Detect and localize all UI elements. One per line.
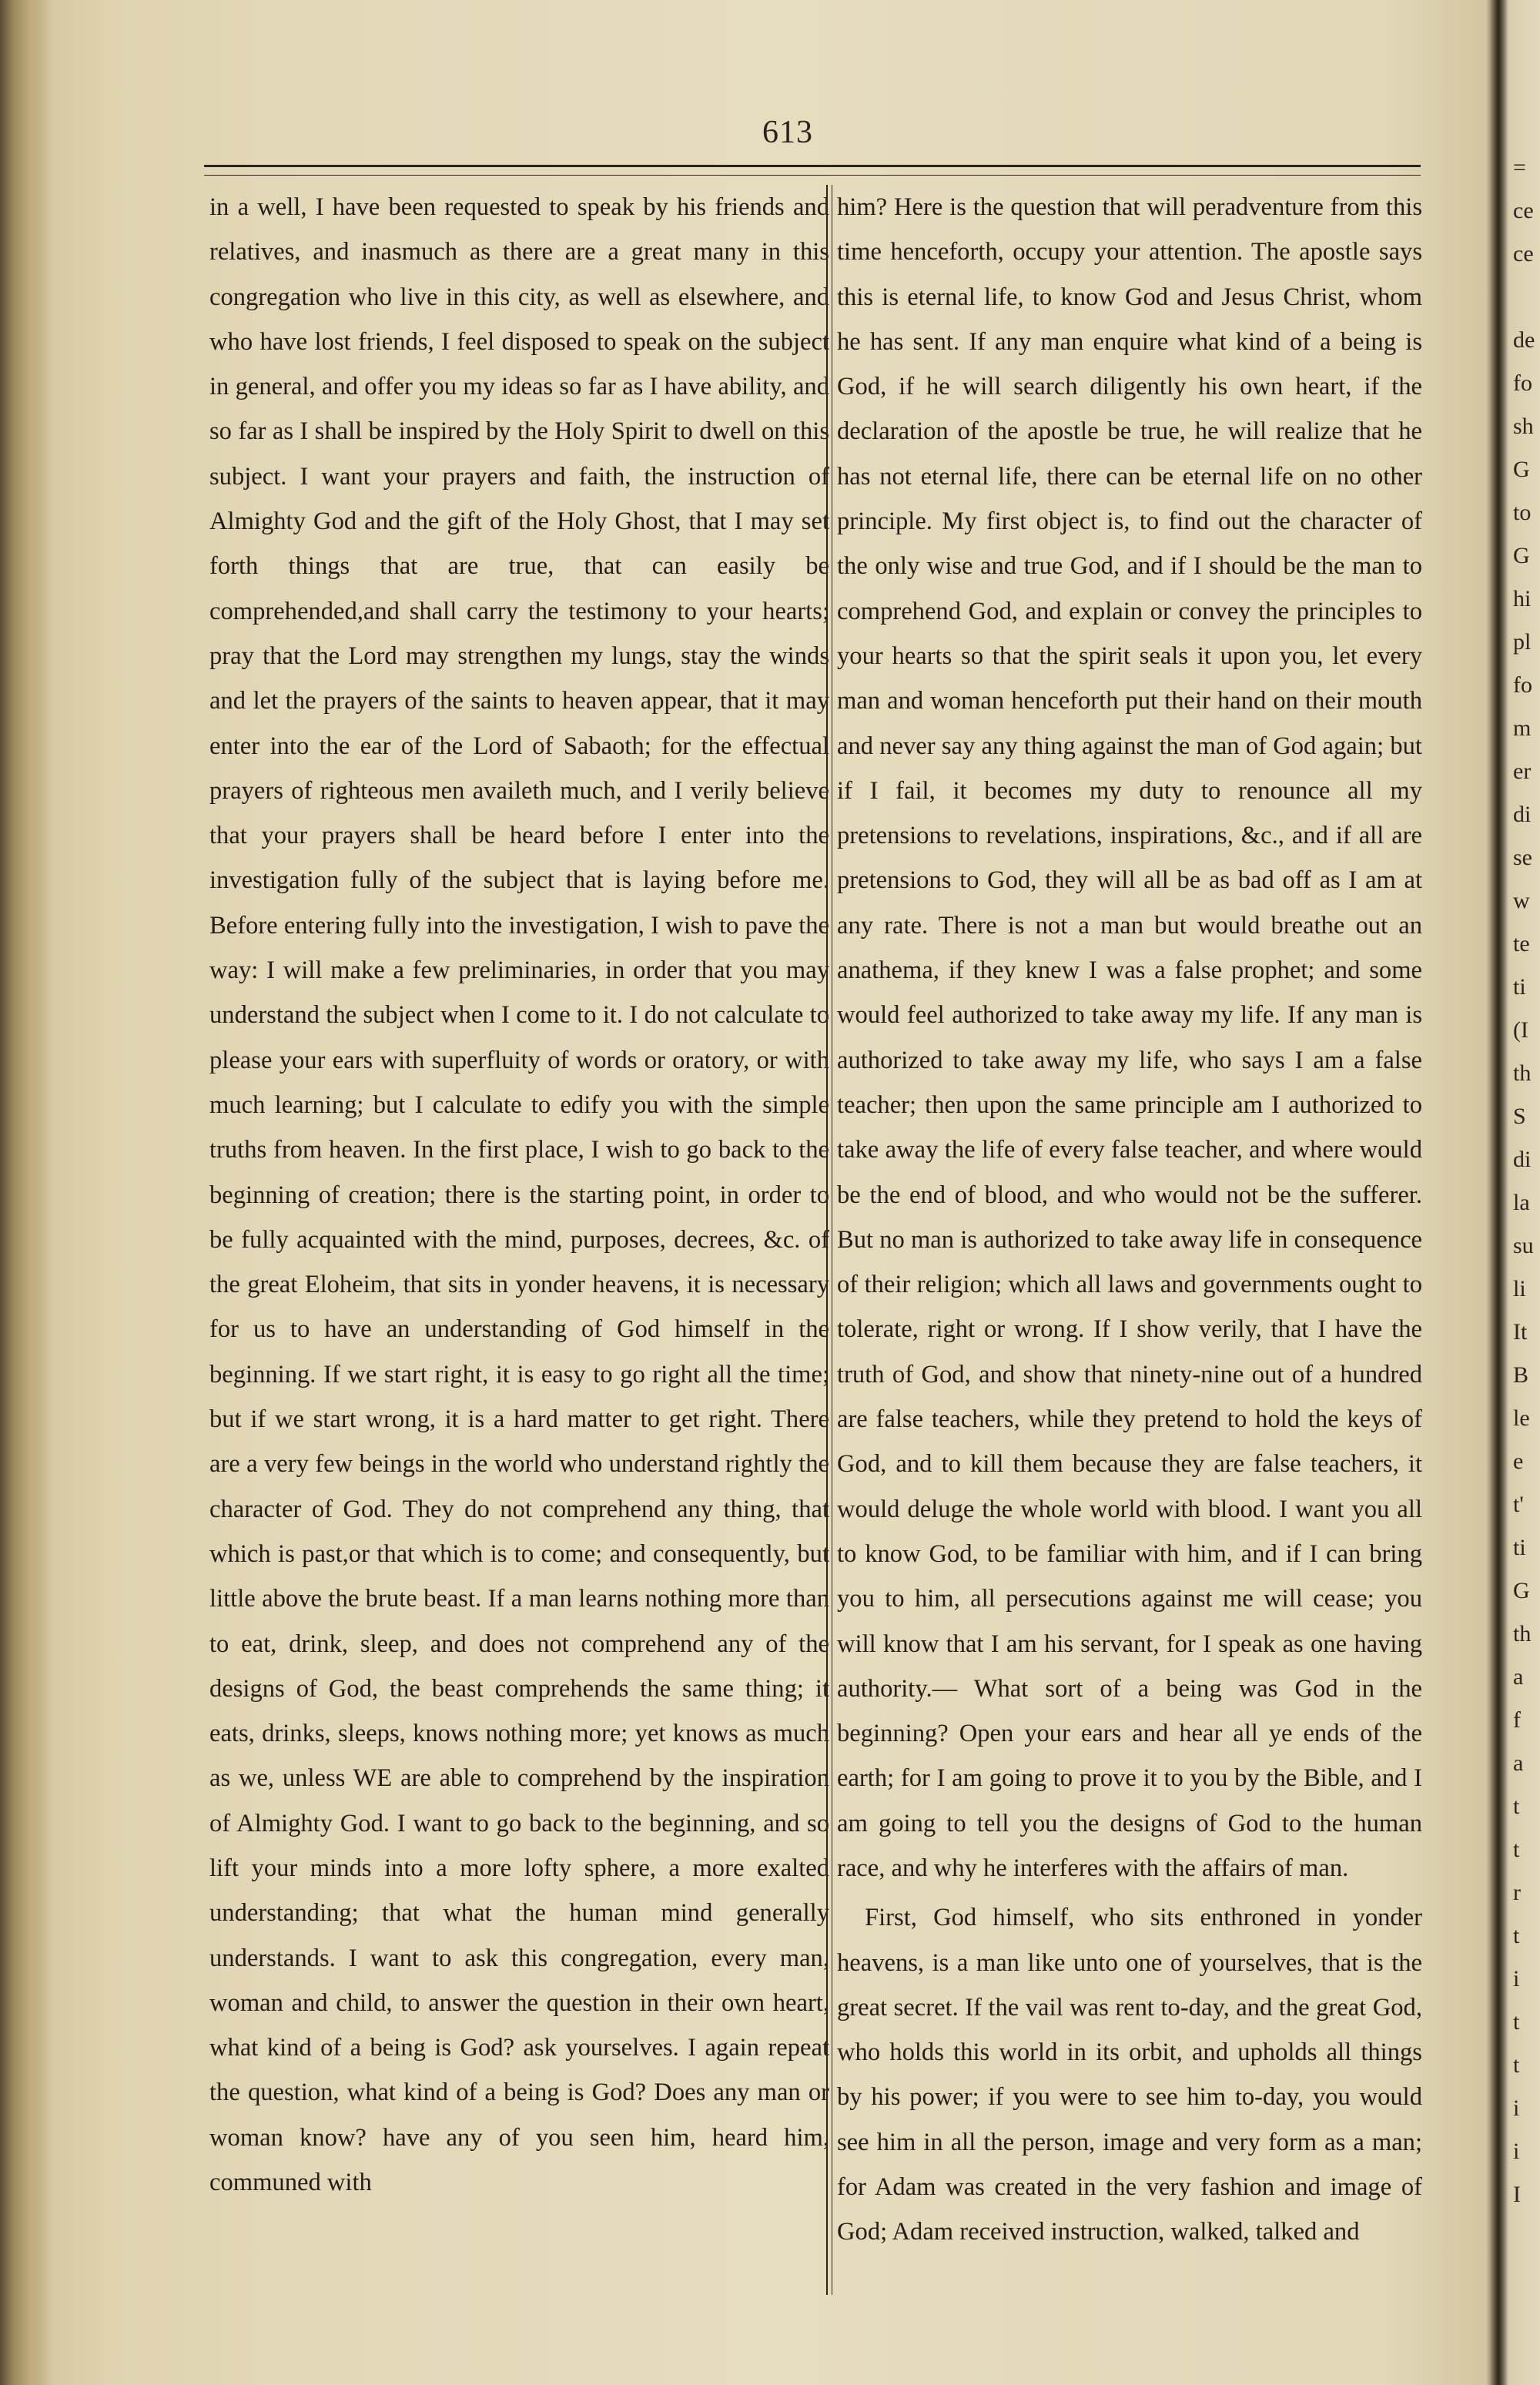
- right-column-paragraph: First, God himself, who sits enthroned in yonder heavens, is a man like unto one of yourselves, that is the great secret. If the vail was rent to-day, and the great God, who holds this world in its orbit, and upholds all things by his power; if you were to see him to-day, you would see him in all the person, image and very form as a man; for Adam was created in the very fashion and image of God; Adam received instruction, walked, talked and: [837, 1904, 1422, 2246]
- next-page-fragment: B: [1513, 1362, 1529, 1388]
- next-page-fragment: ce: [1513, 241, 1534, 266]
- next-page-fragment: fo: [1513, 370, 1532, 396]
- next-page-fragment: t: [1513, 2009, 1520, 2035]
- left-column: [209, 185, 829, 2291]
- next-page-edge: [1513, 146, 1540, 2303]
- next-page-fragment: i: [1513, 2095, 1520, 2121]
- next-page-fragment: pl: [1513, 629, 1532, 655]
- next-page-fragment: ti: [1513, 974, 1526, 1000]
- column-divider: [826, 185, 832, 2295]
- next-page-fragment: f: [1513, 1707, 1521, 1733]
- book-spine-shadow: [0, 0, 48, 2385]
- next-page-fragment: te: [1513, 931, 1530, 956]
- next-page-fragment: [1513, 276, 1540, 319]
- next-page-fragment: fo: [1513, 672, 1532, 698]
- next-page-fragment: di: [1513, 802, 1532, 827]
- page-number: 613: [762, 115, 813, 150]
- next-page-fragment: t': [1513, 1492, 1524, 1517]
- next-page-fragment: th: [1513, 1621, 1532, 1646]
- next-page-fragment: hi: [1513, 586, 1532, 611]
- right-column: [837, 185, 1422, 2291]
- next-page-fragment: de: [1513, 327, 1535, 353]
- next-page-fragment: (I: [1513, 1017, 1528, 1043]
- next-page-fragment: la: [1513, 1190, 1530, 1215]
- next-page-fragment: su: [1513, 1233, 1534, 1258]
- next-page-fragment: i: [1513, 1966, 1520, 1991]
- next-page-fragment: t: [1513, 1794, 1520, 1819]
- next-page-fragment: a: [1513, 1750, 1524, 1776]
- next-page-fragment: r: [1513, 1880, 1521, 1905]
- next-page-fragment: t: [1513, 1837, 1520, 1862]
- next-page-fragment: t: [1513, 1923, 1520, 1948]
- next-page-fragment: G: [1513, 543, 1530, 568]
- next-page-fragment: It: [1513, 1319, 1528, 1345]
- next-page-fragment: th: [1513, 1060, 1532, 1086]
- page-gutter-shadow: [1486, 0, 1508, 2385]
- left-column-paragraph: in a well, I have been requested to speak by his friends and relatives, and inasmuch as there are a great many in this congregation who live in this city, as well as elsewhere, and who have lost friends, I feel disposed to speak on the subject in general, and offer you my ideas so far as I have ability, and so far as I shall be inspired by the Holy Spirit to dwell on this subject. I want your prayers and faith, the instruction of Almighty God and the gift of the Holy Ghost, that I may set forth things that are true, that can easily be comprehended,and shall carry the testimony to your hearts; pray that the Lord may strengthen my lungs, stay the winds and let the prayers of the saints to heaven appear, that it may enter into the ear of the Lord of Sabaoth; for the effectual prayers of righteous men availeth much, and I verily believe that your prayers shall be heard before I enter into the investigation fully of the subject that is laying before me. Before entering fully into the investigation, I wish to pave the way: I will make a few preliminaries, in order that you may understand the subject when I come to it. I do not calculate to please your ears with superfluity of words or oratory, or with much learning; but I calculate to edify you with the simple truths from heaven. In the first place, I wish to go back to the beginning of creation; there is the starting point, in order to be fully acquainted with the mind, purposes, decrees, &c. of the great Eloheim, that sits in yonder heavens, it is necessary for us to have an understanding of God himself in the beginning. If we start right, it is easy to go right all the time; but if we start wrong, it is a hard matter to get right. There are a very few beings in the world who understand rightly the character of God. They do not comprehend any thing, that which is past,or that which is to come; and consequently, but little above the brute beast. If a man learns nothing more than to eat, drink, sleep, and does not comprehend any of the designs of God, the beast comprehends the same thing; it eats, drinks, sleeps, knows nothing more; yet knows as much as we, unless WE are able to comprehend by the inspiration of Almighty God. I want to go back to the beginning, and so lift your minds into a more lofty sphere, a more exalted understanding; that what the human mind generally understands. I want to ask this congregation, every man, woman and child, to answer the question in their own heart, what kind of a being is God? ask yourselves. I again repeat the question, what kind of a being is God? Does any man or woman know? have any of you seen him, heard him, communed with: [209, 193, 829, 2197]
- next-page-fragment: li: [1513, 1276, 1526, 1301]
- next-page-fragment: ti: [1513, 1535, 1526, 1560]
- next-page-fragment: t: [1513, 2052, 1520, 2078]
- next-page-fragment: i: [1513, 2139, 1520, 2164]
- next-page-fragment: er: [1513, 759, 1532, 784]
- next-page-fragment: to: [1513, 500, 1532, 525]
- next-page-fragment: G: [1513, 1578, 1530, 1603]
- next-page-fragment: e: [1513, 1449, 1524, 1474]
- right-column-paragraph: him? Here is the question that will peradventure from this time henceforth, occupy your attention. The apostle says this is eternal life, to know God and Jesus Christ, whom he has sent. If any man enquire what kind of a being is God, if he will search diligently his own heart, if the declaration of the apostle be true, he will realize that he has not eternal life, there can be eternal life on no other principle. My first object is, to find out the character of the only wise and true God, and if I should be the man to comprehend God, and explain or convey the principles to your hearts so that the spirit seals it upon you, let every man and woman henceforth put their hand on their mouth and never say any thing against the man of God again; but if I fail, it becomes my duty to renounce all my pretensions to revelations, inspirations, &c., and if all are pretensions to God, they will all be as bad off as I am at any rate. There is not a man but would breathe out an anathema, if they knew I was a false prophet; and some would feel authorized to take away my life. If any man is authorized to take away my life, who says I am a false teacher; then upon the same principle am I authorized to take away the life of every false teacher, and where would be the end of blood, and who would not be the sufferer. But no man is authorized to take away life in consequence of their religion; which all laws and governments ought to tolerate, right or wrong. If I show verily, that I have the truth of God, and show that ninety-nine out of a hundred are false teachers, while they pretend to hold the keys of God, and to kill them because they are false teachers, it would deluge the whole world with blood. I want you all to know God, to be familiar with him, and if I can bring you to him, all persecutions against me will cease; you will know that I am his servant, for I speak as one having authority.— What sort of a being was God in the beginning? Open your ears and hear all ye ends of the earth; for I am going to prove it to you by the Bible, and I am going to tell you the designs of God to the human race, and why he interferes with the affairs of man.: [837, 193, 1422, 1882]
- next-page-fragment: w: [1513, 888, 1530, 913]
- next-page-fragment: di: [1513, 1147, 1532, 1172]
- next-page-fragment: =: [1513, 155, 1526, 180]
- next-page-fragment: I: [1513, 2182, 1521, 2207]
- next-page-fragment: G: [1513, 457, 1530, 482]
- next-page-fragment: se: [1513, 845, 1532, 870]
- next-page-fragment: le: [1513, 1405, 1530, 1431]
- header-rule: [204, 165, 1421, 176]
- next-page-fragment: a: [1513, 1664, 1524, 1690]
- next-page-fragment: ce: [1513, 198, 1534, 223]
- next-page-fragment: S: [1513, 1104, 1526, 1129]
- next-page-fragment: sh: [1513, 414, 1534, 439]
- next-page-fragment: m: [1513, 715, 1532, 741]
